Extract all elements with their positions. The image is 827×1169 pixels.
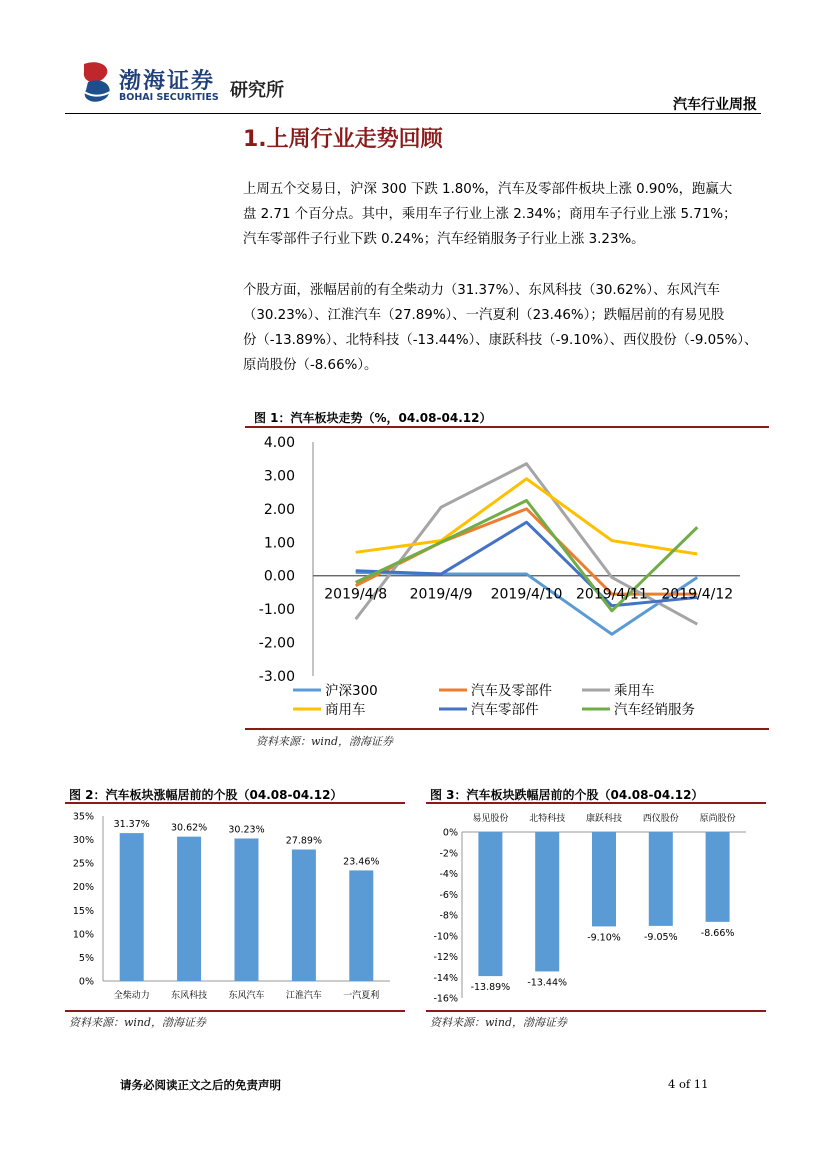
y-tick-label: -2.00 (258, 635, 295, 652)
x-tick-label: 2019/4/8 (324, 586, 388, 603)
y-tick-label: -2% (439, 848, 458, 860)
paragraph-line: 盘 2.71 个百分点。其中，乘用车子行业上涨 2.34%；商用车子行业上涨 5.71%； (243, 207, 737, 222)
bar-东风科技 (177, 837, 201, 981)
page-number: 4 of 11 (668, 1077, 709, 1091)
paragraph-line: 上周五个交易日，沪深 300 下跌 1.80%，汽车及零部件板块上涨 0.90%，跑赢大 (243, 182, 733, 197)
losers-bar-chart (426, 804, 766, 1010)
x-tick-label: 2019/4/12 (661, 586, 734, 603)
y-tick-label: 0% (442, 827, 458, 839)
bohai-logo-icon (78, 60, 116, 104)
paragraph-line: 个股方面，涨幅居前的有全柴动力（31.37%）、东风科技（30.62%）、东风汽车 (243, 283, 721, 298)
y-tick-label: 3.00 (263, 468, 295, 485)
data-label: 23.46% (343, 856, 380, 868)
section-title: 1.上周行业走势回顾 (243, 127, 443, 152)
x-tick-label: 2019/4/10 (490, 586, 563, 603)
legend-label: 汽车及零部件 (471, 683, 552, 699)
bar-康跃科技 (592, 832, 616, 926)
y-tick-label: -10% (433, 931, 458, 943)
y-tick-label: 2.00 (263, 501, 295, 518)
bar-原尚股份 (706, 832, 730, 922)
paragraph-2 (243, 278, 768, 378)
x-tick-label: 一汽夏利 (343, 991, 380, 1001)
x-tick-label: 2019/4/11 (576, 586, 648, 603)
bar-西仪股份 (649, 832, 673, 926)
legend-label: 商用车 (325, 702, 366, 718)
y-tick-label: -12% (433, 952, 458, 963)
figure3-title: 图 3：汽车板块跌幅居前的个股（04.08-04.12） (430, 788, 704, 802)
y-tick-label: -16% (433, 993, 458, 1005)
header-divider (65, 113, 761, 114)
line-chart (245, 428, 769, 728)
figure2-source: 资料来源：wind，渤海证券 (69, 1016, 207, 1029)
figure1-source: 资料来源：wind，渤海证券 (256, 735, 394, 748)
bar-江淮汽车 (292, 850, 316, 981)
x-tick-label: 易见股份 (472, 814, 509, 824)
y-tick-label: 1.00 (263, 535, 295, 552)
legend-label: 汽车零部件 (471, 702, 539, 718)
institute-label: 研究所 (230, 80, 284, 101)
paragraph-line: 汽车零部件子行业下跌 0.24%；汽车经销服务子行业上涨 3.23%。 (243, 232, 645, 247)
x-tick-label: 2019/4/9 (409, 586, 473, 603)
y-tick-label: -4% (439, 869, 458, 880)
paragraph-line: （30.23%）、江淮汽车（27.89%）、一汽夏利（23.46%）；跌幅居前的有易见股 (243, 308, 725, 323)
x-tick-label: 东风汽车 (228, 991, 265, 1001)
y-tick-label: 30% (72, 835, 94, 847)
y-tick-label: 5% (78, 952, 94, 964)
figure1-bottom-rule (245, 728, 769, 730)
y-tick-label: -14% (433, 972, 458, 984)
bar-东风汽车 (235, 838, 259, 981)
y-tick-label: -8% (439, 910, 458, 922)
bar-易见股份 (478, 832, 502, 976)
x-tick-label: 原尚股份 (699, 814, 736, 824)
logo-en: BOHAI SECURITIES (119, 92, 219, 103)
figure2-title: 图 2：汽车板块涨幅居前的个股（04.08-04.12） (69, 788, 343, 802)
bar-全柴动力 (120, 833, 144, 981)
x-tick-label: 江淮汽车 (285, 991, 322, 1001)
data-label: -13.89% (470, 982, 511, 994)
x-tick-label: 全柴动力 (113, 991, 150, 1001)
bar-一汽夏利 (349, 870, 373, 981)
data-label: -9.10% (587, 932, 621, 944)
x-tick-label: 北特科技 (529, 814, 566, 824)
paragraph-line: 原尚股份（-8.66%）。 (243, 358, 378, 373)
gainers-bar-chart (65, 804, 405, 1010)
figure2-bottom-rule (65, 1010, 405, 1012)
data-label: -8.66% (700, 927, 735, 939)
paragraph-1 (243, 177, 768, 252)
figure1-title: 图 1：汽车板块走势（%，04.08-04.12） (254, 411, 492, 425)
y-tick-label: -6% (439, 889, 458, 901)
data-label: 27.89% (285, 835, 323, 847)
logo-cn: 渤海证券 (119, 68, 216, 94)
data-label: 30.62% (170, 822, 208, 834)
y-tick-label: -3.00 (258, 669, 295, 685)
x-tick-label: 东风科技 (171, 991, 208, 1001)
legend-label: 沪深300 (325, 683, 378, 699)
y-tick-label: 15% (72, 905, 94, 917)
y-tick-label: 0.00 (263, 568, 295, 585)
figure3-bottom-rule (426, 1010, 766, 1012)
y-tick-label: 20% (72, 882, 94, 894)
y-tick-label: 25% (72, 858, 94, 870)
x-tick-label: 西仪股份 (642, 814, 679, 824)
y-tick-label: 0% (78, 976, 94, 988)
data-label: -13.44% (527, 977, 568, 989)
data-label: 31.37% (113, 819, 150, 831)
footer-disclaimer[interactable]: 请务必阅读正文之后的免责声明 (120, 1078, 281, 1092)
report-type: 汽车行业周报 (673, 97, 757, 113)
y-tick-label: 10% (72, 929, 94, 941)
figure3-source: 资料来源：wind，渤海证券 (430, 1016, 568, 1029)
y-tick-label: 4.00 (263, 435, 295, 451)
data-label: -9.05% (643, 931, 678, 943)
y-tick-label: 35% (72, 811, 94, 823)
bar-北特科技 (535, 832, 559, 971)
legend-label: 乘用车 (614, 683, 655, 699)
paragraph-line: 份（-13.89%）、北特科技（-13.44%）、康跃科技（-9.10%）、西仪股份（-9.05%）、 (243, 333, 758, 348)
y-tick-label: -1.00 (258, 602, 295, 619)
legend-label: 汽车经销服务 (614, 702, 695, 718)
x-tick-label: 康跃科技 (585, 814, 623, 824)
data-label: 30.23% (228, 824, 265, 836)
series-line-商用车 (356, 479, 698, 554)
